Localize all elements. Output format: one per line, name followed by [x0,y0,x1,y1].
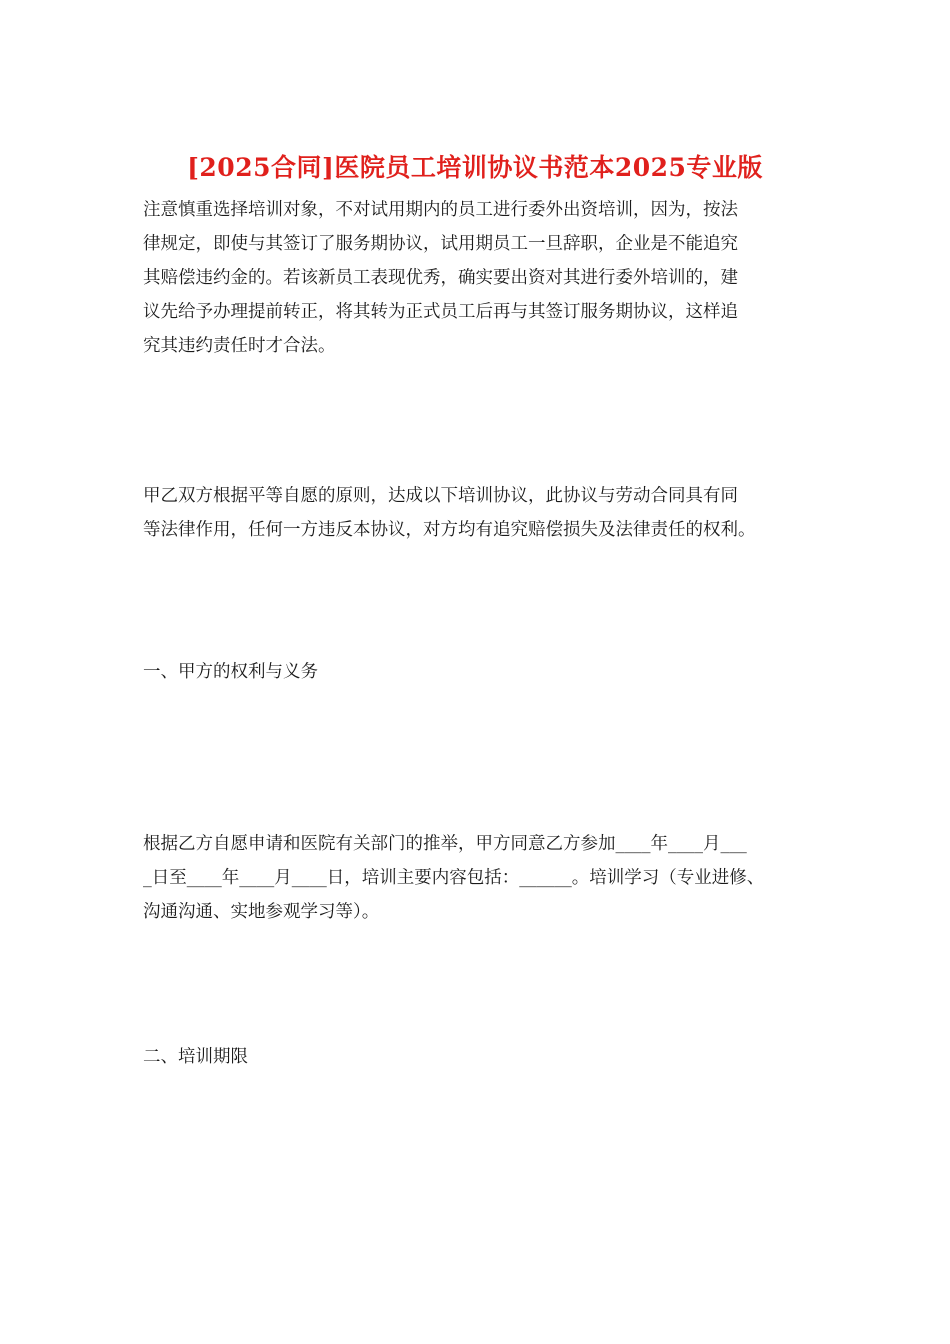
section-1-paragraph [143,827,764,929]
section-1-line: 根据乙方自愿申请和医院有关部门的推举，甲方同意乙方参加____年____月___ [143,834,747,854]
section-1-heading: 一、甲方的权利与义务 [143,662,318,682]
agreement-line: 等法律作用，任何一方违反本协议，对方均有追究赔偿损失及法律责任的权利。 [143,520,756,540]
intro-line: 其赔偿违约金的。若该新员工表现优秀，确实要出资对其进行委外培训的，建 [143,268,738,288]
intro-line: 究其违约责任时才合法。 [143,336,336,356]
intro-line: 议先给予办理提前转正，将其转为正式员工后再与其签订服务期协议，这样追 [143,302,738,322]
intro-line: 注意慎重选择培训对象，不对试用期内的员工进行委外出资培训，因为，按法 [143,200,738,220]
agreement-line: 甲乙双方根据平等自愿的原则，达成以下培训协议，此协议与劳动合同具有同 [143,486,738,506]
document-title: [2025合同]医院员工培训协议书范本2025专业版 [187,153,763,182]
section-2-heading: 二、培训期限 [143,1047,248,1067]
intro-paragraph [143,193,738,363]
section-1-line: _日至____年____月____日，培训主要内容包括：______。培训学习（专业进修、 [143,868,765,888]
section-1-line: 沟通沟通、实地参观学习等）。 [143,902,380,922]
agreement-paragraph [143,479,756,547]
intro-line: 律规定，即使与其签订了服务期协议，试用期员工一旦辞职，企业是不能追究 [143,234,738,254]
